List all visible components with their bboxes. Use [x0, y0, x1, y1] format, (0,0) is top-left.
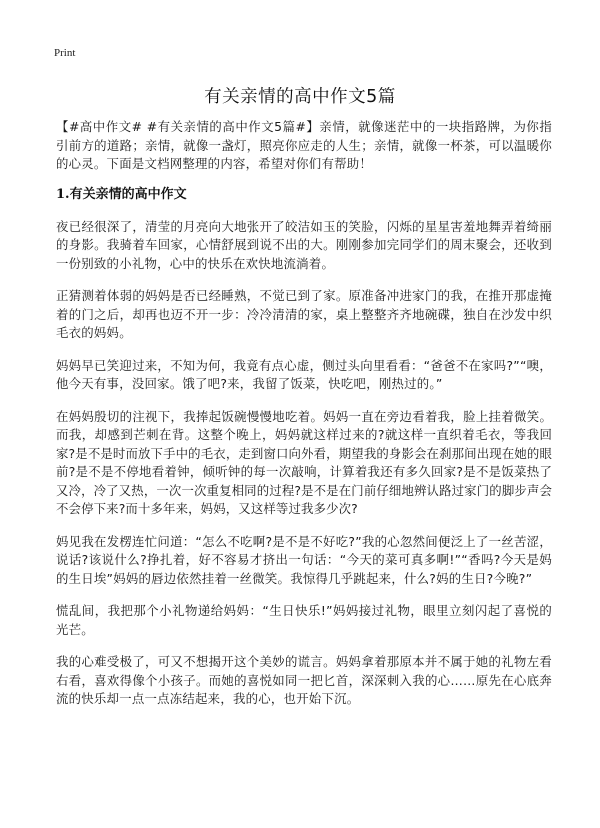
paragraph: 正猜测着体弱的妈妈是否已经睡熟，不觉已到了家。原准备冲进家门的我，在推开那虚掩着的门之后，却再也迈不开一步：冷冷清清的家，桌上整整齐齐地碗碟，独自在沙发中织毛衣的妈妈。: [56, 288, 552, 340]
paragraph: 慌乱间，我把那个小礼物递给妈妈：“生日快乐!”妈妈接过礼物，眼里立刻闪起了喜悦的光芒。: [56, 603, 552, 637]
paragraph: 在妈妈殷切的注视下，我捧起饭碗慢慢地吃着。妈妈一直在旁边看着我，脸上挂着微笑。而我，却感到芒刺在背。这整个晚上，妈妈就这样过来的?就这样一直织着毛衣，等我回家?是不是时而放下手中的毛衣，走到窗口向外看，期望我的身影会在刹那间出现在她的眼前?是不是不停地看着钟，倾听钟的每一次敲响，计算着我还有多久回家?是不是饭菜热了又冷，冷了又热，一次一次重复相同的过程?是不是在门前仔细地辨认路过家门的脚步声会不会停下来?而十多年来，妈妈，又这样等过我多少次?: [56, 408, 552, 516]
print-link[interactable]: Print: [54, 47, 76, 59]
page-title: 有关亲情的高中作文5篇: [204, 87, 396, 107]
section-heading: 1.有关亲情的高中作文: [56, 186, 187, 202]
article-body: [56, 118, 552, 723]
paragraph: 妈见我在发楞连忙问道：“怎么不吃啊?是不是不好吃?”我的心忽然间便泛上了一丝苦涩，说话?该说什么?挣扎着，好不容易才挤出一句话：“今天的菜可真多啊!”“香吗?今天是妈的生日埃”妈妈的唇边依然挂着一丝微笑。我惊得几乎跳起来，什么?妈的生日?今晚?”: [56, 533, 552, 586]
paragraph: 我的心难受极了，可又不想揭开这个美妙的谎言。妈妈拿着那原本并不属于她的礼物左看右看，喜欢得像个小孩子。而她的喜悦如同一把匕首，深深刺入我的心……原先在心底奔流的快乐却一点一点冻结起来，我的心，也开始下沉。: [56, 654, 552, 706]
intro-paragraph: 【#高中作文# #有关亲情的高中作文5篇#】亲情，就像迷茫中的一块指路牌，为你指引前方的道路；亲情，就像一盏灯，照亮你应走的人生；亲情，就像一杯茶，可以温暖你的心灵。下面是文档网整理的内容，希望对你们有帮助！: [56, 119, 552, 171]
paragraph: 妈妈早已笑迎过来，不知为何，我竟有点心虚，侧过头向里看看：“爸爸不在家吗?”“噢，他今天有事，没回家。饿了吧?来，我留了饭菜，快吃吧，刚热过的。”: [56, 357, 552, 391]
paragraph: 夜已经很深了，清莹的月亮向大地张开了皎洁如玉的笑脸，闪烁的星星害羞地舞弄着绮丽的身影。我骑着车回家，心情舒展到说不出的大。刚刚参加完同学们的周末聚会，还收到一份别致的小礼物，心中的快乐在欢快地流淌着。: [56, 218, 552, 271]
